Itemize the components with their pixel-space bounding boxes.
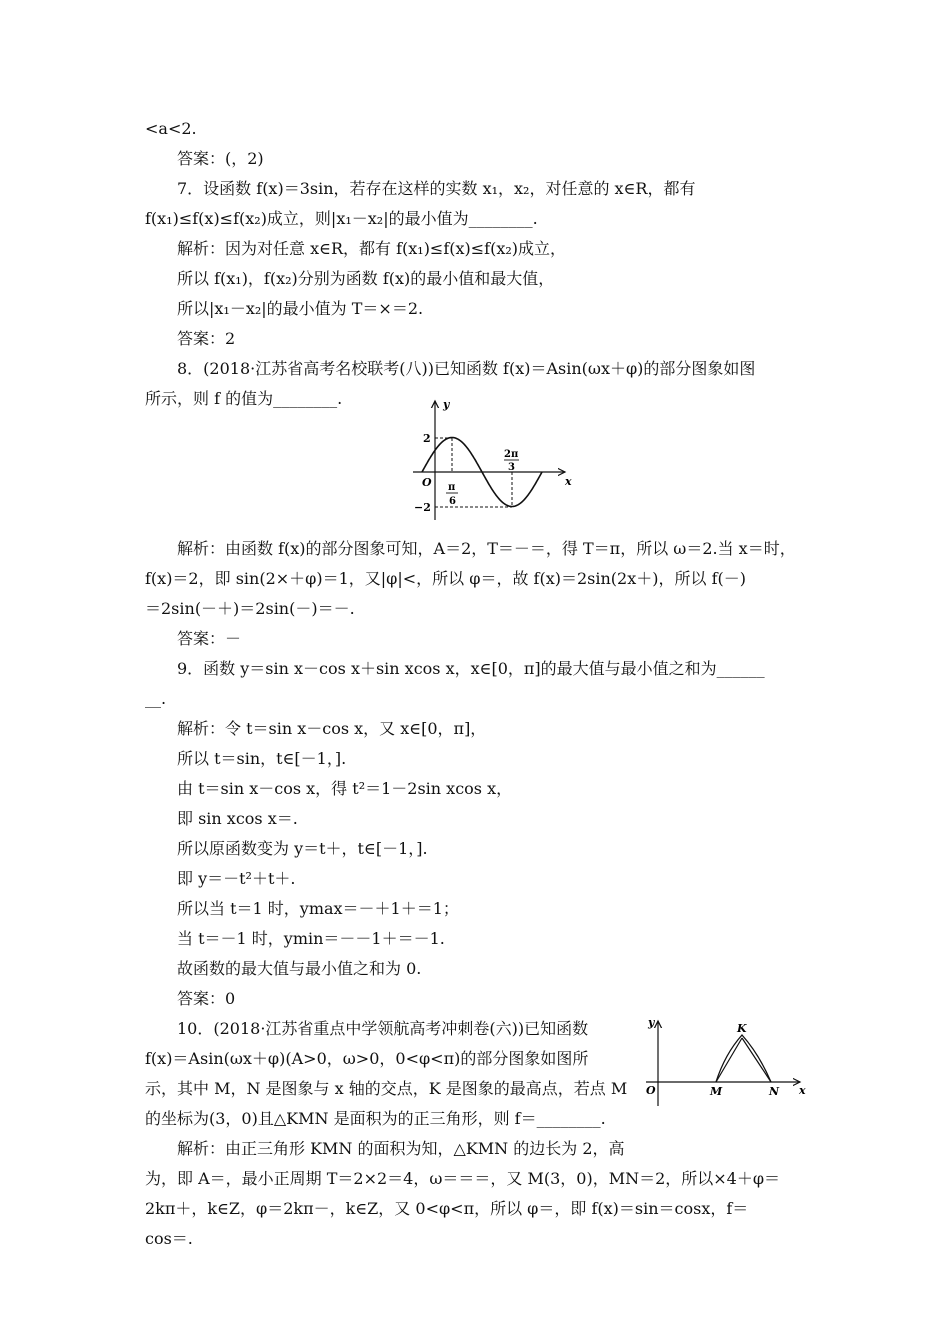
- problem-10-line: 示，其中 M，N 是图象与 x 轴的交点，K 是图象的最高点，若点 M: [145, 1079, 628, 1098]
- answer-line: 答案：0: [177, 989, 236, 1008]
- problem-8-line: 8．(2018·江苏省高考名校联考(八))已知函数 f(x)＝Asin(ωx＋φ)的部分图象如图: [177, 359, 756, 378]
- problem-7-line: 7．设函数 f(x)＝3sin，若存在这样的实数 x₁，x₂，对任意的 x∈R，都有: [177, 179, 696, 198]
- solution-line: 由 t＝sin x－cos x，得 t²＝1－2sin xcos x，: [177, 779, 513, 798]
- solution-line: 即 y＝－t²＋t＋.: [177, 869, 296, 888]
- trough-x-numerator: 2π: [504, 449, 519, 460]
- problem-9-line: __.: [145, 689, 167, 708]
- solution-line: ＝2sin(－＋)＝2sin(－)＝－.: [145, 599, 355, 618]
- solution-line: 为，即 A＝，最小正周期 T＝2×2＝4，ω＝＝＝，又 M(3，0)，MN＝2，所以×4＋φ＝: [145, 1169, 781, 1188]
- y-axis-label: y: [443, 398, 450, 411]
- solution-line: 故函数的最大值与最小值之和为 0.: [177, 959, 422, 978]
- problem-10-line: 的坐标为(3，0)且△KMN 是面积为的正三角形，则 f＝________.: [145, 1109, 606, 1128]
- solution-line: 2kπ＋，k∈Z，φ＝2kπ－，k∈Z，又 0<φ<π，所以 φ＝，即 f(x)＝sin＝cosx，f＝: [145, 1199, 749, 1218]
- origin-label: O: [646, 1084, 656, 1097]
- x-axis-label: x: [565, 475, 572, 488]
- solution-line: 解析：由函数 f(x)的部分图象可知，A＝2，T＝－＝，得 T＝π，所以 ω＝2.当 x＝时，: [177, 539, 796, 558]
- x-axis-label: x: [799, 1084, 806, 1097]
- solution-line: 所以|x₁－x₂|的最小值为 T＝×＝2.: [177, 299, 424, 318]
- peak-x-denominator: 6: [449, 496, 456, 507]
- problem-8-line: 所示，则 f 的值为________.: [145, 389, 343, 408]
- solution-line: 即 sin xcos x＝.: [177, 809, 298, 828]
- problem-7-line: f(x₁)≤f(x)≤f(x₂)成立，则|x₁－x₂|的最小值为________.: [145, 209, 538, 228]
- side-kn: [742, 1038, 771, 1082]
- solution-line: 解析：由正三角形 KMN 的面积为知，△KMN 的边长为 2，高: [177, 1139, 625, 1158]
- solution-line: 所以当 t＝1 时，ymax＝－＋1＋＝1；: [177, 899, 459, 918]
- origin-label: O: [422, 476, 432, 489]
- solution-line: 所以 f(x₁)，f(x₂)分别为函数 f(x)的最小值和最大值，: [177, 269, 555, 288]
- trough-x-denominator: 3: [508, 462, 515, 473]
- solution-line: 当 t＝－1 时，ymin＝－－1＋＝－1.: [177, 929, 445, 948]
- answer-line: 答案：2: [177, 329, 236, 348]
- triangle-graph-figure: [638, 1018, 808, 1113]
- y-axis-label: y: [648, 1018, 655, 1029]
- solution-line: 所以 t＝sin，t∈[－1，].: [177, 749, 347, 768]
- solution-line: 解析：因为对任意 x∈R，都有 f(x₁)≤f(x)≤f(x₂)成立，: [177, 239, 567, 258]
- point-k-label: K: [737, 1022, 747, 1035]
- y-min-label: −2: [414, 501, 431, 514]
- text-line: <a<2.: [145, 119, 197, 138]
- point-m-label: M: [710, 1085, 723, 1098]
- point-n-label: N: [769, 1085, 780, 1098]
- answer-line: 答案：(，2): [177, 149, 264, 168]
- problem-10-line: 10．(2018·江苏省重点中学领航高考冲刺卷(六))已知函数: [177, 1019, 589, 1038]
- solution-line: cos＝.: [145, 1229, 193, 1248]
- solution-line: 解析：令 t＝sin x－cos x，又 x∈[0，π]，: [177, 719, 487, 738]
- answer-line: 答案：－: [177, 629, 242, 648]
- problem-10-line: f(x)＝Asin(ωx＋φ)(A>0，ω>0，0<φ<π)的部分图象如图所: [145, 1049, 589, 1068]
- side-mk: [716, 1038, 742, 1082]
- sine-graph-figure: [405, 395, 580, 527]
- peak-x-numerator: π: [448, 482, 456, 493]
- y-max-label: 2: [423, 432, 431, 445]
- problem-9-line: 9．函数 y＝sin x－cos x＋sin xcos x，x∈[0，π]的最大值与最小值之和为______: [177, 659, 765, 678]
- solution-line: f(x)＝2，即 sin(2×＋φ)＝1，又|φ|<，所以 φ＝，故 f(x)＝2sin(2x＋)，所以 f(－): [145, 569, 746, 588]
- sine-arc: [716, 1035, 771, 1082]
- solution-line: 所以原函数变为 y＝t＋，t∈[－1，].: [177, 839, 428, 858]
